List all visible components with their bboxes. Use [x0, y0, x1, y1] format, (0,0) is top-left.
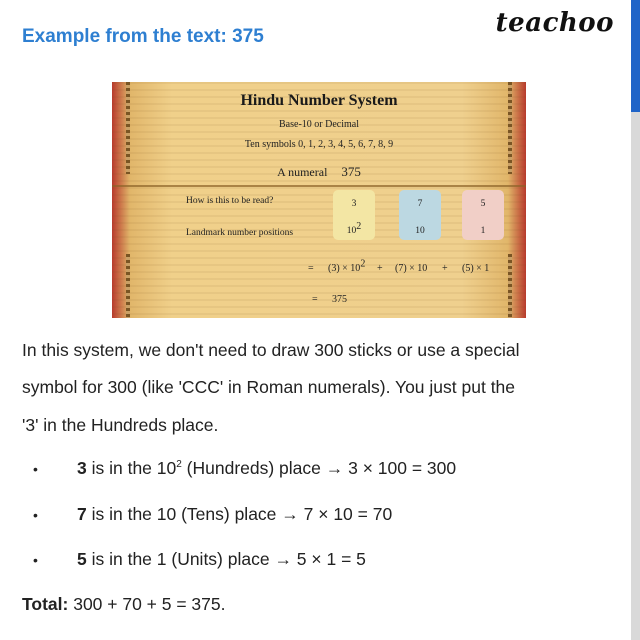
paragraph-line: symbol for 300 (like 'CCC' in Roman numerals). You just put the	[22, 377, 516, 397]
plank-divider	[112, 185, 526, 187]
expansion-term-units: (5) × 1	[462, 263, 490, 274]
hundreds-digit: 3	[351, 199, 357, 209]
page-title: Example from the text: 375	[22, 26, 264, 47]
expansion-term-tens: (7) × 10	[395, 263, 428, 274]
bullet-dot: •	[33, 507, 38, 523]
board-base: Base-10 or Decimal	[279, 119, 359, 130]
hindu-number-system-board	[112, 82, 526, 318]
units-digit: 5	[480, 199, 486, 209]
scrollbar-thumb[interactable]	[631, 0, 640, 112]
bullet-dot: •	[33, 552, 38, 568]
bullet-dot: •	[33, 461, 38, 477]
result-equals: =	[312, 294, 318, 305]
tens-box	[399, 190, 441, 240]
units-box	[462, 190, 504, 240]
teachoo-logo: teachoo	[495, 8, 614, 38]
paragraph-line: In this system, we don't need to draw 300 sticks or use a special	[22, 340, 520, 360]
board-numeral	[112, 164, 526, 180]
rope	[126, 254, 130, 318]
tens-digit: 7	[417, 199, 423, 209]
bullet-tens: 7 is in the 10 (Tens) place → 7 × 10 = 70	[77, 504, 393, 524]
expansion-plus: +	[377, 263, 383, 274]
paragraph-line: '3' in the Hundreds place.	[22, 415, 219, 435]
board-title: Hindu Number System	[240, 92, 398, 109]
expansion-plus: +	[442, 263, 448, 274]
expansion-equals: =	[308, 263, 314, 274]
numeral-label: A numeral	[277, 165, 328, 179]
positions-label: Landmark number positions	[186, 228, 294, 238]
numeral-value: 375	[341, 164, 361, 179]
rope	[508, 254, 512, 318]
hundreds-position: $10^2$	[346, 220, 362, 236]
expansion-term-hundreds: $(3) \times 10^2$	[328, 258, 366, 274]
board-symbols: Ten symbols 0, 1, 2, 3, 4, 5, 6, 7, 8, 9	[244, 139, 394, 150]
total-line: Total: 300 + 70 + 5 = 375.	[22, 594, 226, 614]
tens-position: 10	[415, 226, 425, 236]
bullet-hundreds: 3 is in the $10^2$ (Hundreds) place → 3 × 100 = 300	[77, 458, 457, 478]
result-value: 375	[332, 294, 347, 305]
read-label: How is this to be read?	[186, 196, 274, 206]
hundreds-box	[333, 190, 375, 240]
units-position: 1	[480, 226, 486, 236]
bullet-units: 5 is in the 1 (Units) place → 5 × 1 = 5	[77, 549, 366, 569]
